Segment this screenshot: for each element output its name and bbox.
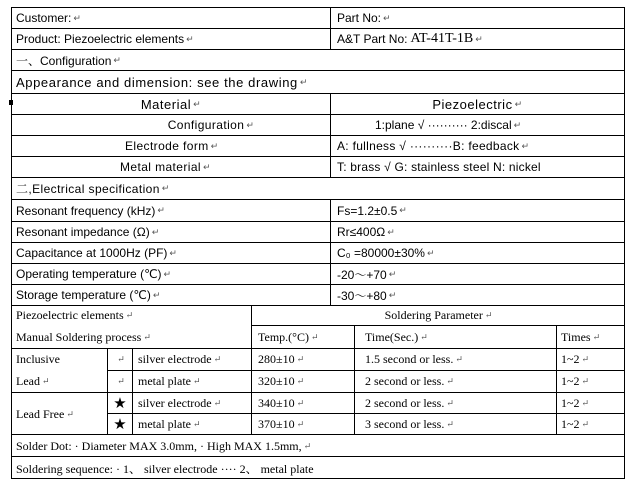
soldering-parameter-label: Soldering Parameter bbox=[384, 308, 483, 322]
spec-value-cell: Fs=1.2±0.5 ↵ bbox=[330, 200, 624, 221]
row-temp: 280±10 ↵ bbox=[258, 352, 305, 366]
row-mark bbox=[108, 393, 132, 413]
inclusive-text: Inclusive bbox=[16, 352, 60, 366]
spec-value: Rr≤400Ω bbox=[337, 225, 386, 239]
spec-label: Operating temperature (℃) bbox=[16, 267, 162, 281]
spec-row bbox=[11, 243, 625, 264]
temp-text: 340±10 bbox=[258, 395, 295, 410]
spec-label-cell: Resonant frequency (kHz) ↵ bbox=[16, 203, 165, 218]
sequence-row bbox=[11, 457, 625, 479]
configuration-label: Configuration bbox=[167, 118, 245, 132]
times-text: 1~2 bbox=[561, 416, 580, 431]
material-row bbox=[11, 94, 625, 115]
manual-soldering-cell: Manual Soldering process ↵ bbox=[16, 330, 151, 344]
customer-row bbox=[11, 7, 625, 29]
appearance-cell: Appearance and dimension: see the drawing ↵ bbox=[16, 74, 309, 90]
electrode-value-cell: A: fullness √ ··········B: feedback ↵ bbox=[330, 136, 624, 156]
product-cell: Product: Piezoelectric elements ↵ bbox=[16, 32, 194, 46]
at-part-no-cell: A&T Part No: AT-41T-1B ↵ bbox=[330, 29, 624, 49]
metal-value-cell bbox=[330, 157, 624, 177]
row-mark: ↵ bbox=[117, 376, 125, 386]
configuration-value: 1:plane √ ·········· 2:discal bbox=[375, 118, 512, 132]
material-value: Piezoelectric bbox=[432, 96, 513, 112]
row-mark bbox=[108, 414, 132, 434]
part-no-label: Part No: bbox=[337, 11, 382, 25]
spec-value: -30～+80 bbox=[337, 288, 387, 303]
material-label-cell: Material ↵ bbox=[140, 96, 202, 112]
row-times: 1~2 ↵ bbox=[561, 374, 590, 388]
row-item: silver electrode ↵ bbox=[138, 352, 222, 366]
spec-row bbox=[11, 264, 625, 285]
temp-text: 320±10 bbox=[258, 374, 295, 388]
lead-text: Lead bbox=[16, 374, 40, 388]
soldering-parameter-cell: Soldering Parameter ↵ bbox=[384, 308, 493, 322]
spec-label-cell: Operating temperature (℃) ↵ bbox=[16, 267, 172, 281]
row-time: 2 second or less. ↵ bbox=[365, 395, 454, 410]
col-time-header: Time(Sec.) ↵ bbox=[365, 329, 428, 344]
configuration-section-title: 一、Configuration bbox=[16, 53, 112, 68]
row-temp: 320±10 ↵ bbox=[258, 374, 305, 388]
spec-value: -20～+70 bbox=[337, 267, 387, 282]
time-text: 2 second or less. bbox=[365, 395, 445, 410]
spec-row bbox=[11, 285, 625, 306]
spec-label: Capacitance at 1000Hz (PF) bbox=[16, 246, 168, 260]
row-times: 1~2 ↵ bbox=[561, 416, 590, 431]
item-text: silver electrode bbox=[138, 352, 212, 366]
product-row bbox=[11, 29, 625, 50]
spec-label: Storage temperature (℃) bbox=[16, 288, 151, 302]
product-label: Product: Piezoelectric elements bbox=[16, 32, 185, 46]
at-part-no-label: A&T Part No: bbox=[337, 32, 408, 46]
customer-cell: Customer: ↵ bbox=[16, 11, 81, 25]
row-temp: 370±10 ↵ bbox=[258, 416, 305, 431]
item-text: silver electrode bbox=[138, 395, 212, 410]
spec-row bbox=[11, 200, 625, 222]
spec-value: Fs=1.2±0.5 bbox=[337, 203, 398, 218]
bullet-marker bbox=[9, 100, 13, 105]
spec-value-cell: -20～+70 ↵ bbox=[330, 264, 624, 284]
customer-label: Customer: bbox=[16, 11, 72, 25]
temp-text: 280±10 bbox=[258, 352, 295, 366]
solder-dot-row bbox=[11, 435, 625, 457]
spec-value-cell: C₀ =80000±30% ↵ bbox=[330, 243, 624, 263]
col-time-label: Time(Sec.) bbox=[365, 329, 419, 344]
spec-label: Resonant frequency (kHz) bbox=[16, 203, 156, 218]
inclusive-lead-label-1 bbox=[16, 349, 106, 370]
soldering-table bbox=[11, 306, 625, 435]
appearance-row bbox=[11, 71, 625, 94]
configuration-label-cell: Configuration ↵ bbox=[167, 118, 255, 132]
electrode-value: A: fullness √ ··········B: feedback bbox=[337, 139, 520, 153]
sequence-cell bbox=[16, 457, 624, 479]
time-text: 1.5 second or less. bbox=[365, 352, 454, 366]
row-times: 1~2 ↵ bbox=[561, 395, 590, 410]
spec-value-cell: -30～+80 ↵ bbox=[330, 285, 624, 305]
metal-value: T: brass √ G: stainless steel N: nickel bbox=[337, 160, 541, 174]
piezo-elements-cell: Piezoelectric elements ↵ bbox=[16, 308, 134, 322]
part-no-cell: Part No: ↵ bbox=[330, 8, 624, 28]
manual-soldering-label: Manual Soldering process bbox=[16, 330, 142, 344]
col-temp-label: Temp.(°C) bbox=[258, 329, 309, 344]
configuration-section-cell: 一、Configuration ↵ bbox=[16, 53, 121, 68]
item-text: metal plate bbox=[138, 416, 191, 431]
times-text: 1~2 bbox=[561, 395, 580, 410]
temp-text: 370±10 bbox=[258, 416, 295, 431]
row-times: 1~2 ↵ bbox=[561, 352, 590, 366]
metal-row bbox=[11, 157, 625, 178]
solder-dot-text: Solder Dot: · Diameter MAX 3.0mm, · High MAX 1.5mm, bbox=[16, 438, 302, 453]
spec-label-cell: Capacitance at 1000Hz (PF) ↵ bbox=[16, 246, 177, 260]
electrical-section-cell: 二,Electrical specification ↵ bbox=[16, 182, 170, 196]
electrode-label-cell: Electrode form ↵ bbox=[125, 139, 219, 153]
time-text: 2 second or less. bbox=[365, 374, 445, 388]
sequence-text: Soldering sequence: · 1、 silver electrode ···· 2、 metal plate bbox=[16, 461, 314, 476]
material-value-cell: Piezoelectric ↵ bbox=[330, 94, 624, 114]
star-icon: ★ bbox=[113, 416, 127, 433]
item-text: metal plate bbox=[138, 374, 191, 388]
spec-row bbox=[11, 222, 625, 243]
star-icon: ★ bbox=[113, 395, 127, 412]
metal-label-cell: Metal material ↵ bbox=[120, 160, 211, 174]
col-times-header: Times ↵ bbox=[561, 329, 601, 344]
electrical-section-row bbox=[11, 178, 625, 200]
row-time: 1.5 second or less. ↵ bbox=[365, 352, 463, 366]
configuration-row bbox=[11, 115, 625, 136]
row-time: 3 second or less. ↵ bbox=[365, 416, 454, 431]
col-times-label: Times bbox=[561, 329, 591, 344]
row-temp: 340±10 ↵ bbox=[258, 395, 305, 410]
configuration-section-row bbox=[11, 50, 625, 71]
times-text: 1~2 bbox=[561, 374, 580, 388]
row-mark: ↵ bbox=[117, 354, 125, 364]
lead-free-label: Lead Free ↵ bbox=[16, 406, 74, 421]
electrical-section-title: 二,Electrical specification bbox=[16, 182, 160, 196]
solder-dot-cell: Solder Dot: · Diameter MAX 3.0mm, · High MAX 1.5mm, ↵ bbox=[16, 438, 312, 453]
electrode-label: Electrode form bbox=[125, 139, 209, 153]
at-part-no-value: AT-41T-1B bbox=[410, 31, 474, 46]
spec-label: Resonant impedance (Ω) bbox=[16, 225, 150, 239]
metal-label: Metal material bbox=[120, 160, 201, 174]
row-time: 2 second or less. ↵ bbox=[365, 374, 454, 388]
spec-label-cell: Storage temperature (℃) ↵ bbox=[16, 288, 161, 302]
times-text: 1~2 bbox=[561, 352, 580, 366]
time-text: 3 second or less. bbox=[365, 416, 445, 431]
piezo-elements-label: Piezoelectric elements bbox=[16, 308, 124, 322]
col-temp-header: Temp.(°C) ↵ bbox=[258, 329, 319, 344]
row-item: metal plate ↵ bbox=[138, 416, 201, 431]
spec-label-cell: Resonant impedance (Ω) ↵ bbox=[16, 225, 160, 239]
row-item: silver electrode ↵ bbox=[138, 395, 222, 410]
spec-value: C₀ =80000±30% bbox=[337, 246, 425, 260]
material-label: Material bbox=[140, 96, 192, 112]
lead-free-text: Lead Free bbox=[16, 406, 65, 421]
row-item: metal plate ↵ bbox=[138, 374, 201, 388]
electrode-row bbox=[11, 136, 625, 157]
configuration-value-cell: 1:plane √ ·········· 2:discal ↵ bbox=[330, 115, 624, 135]
appearance-text: Appearance and dimension: see the drawing bbox=[16, 74, 298, 90]
inclusive-lead-label-2: Lead ↵ bbox=[16, 374, 50, 388]
spec-value-cell: Rr≤400Ω ↵ bbox=[330, 222, 624, 242]
